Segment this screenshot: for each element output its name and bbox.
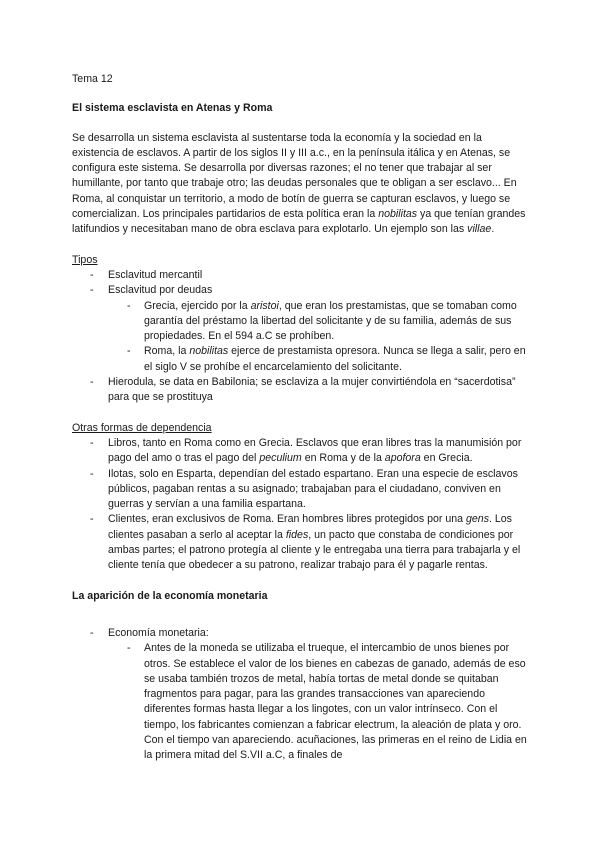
italic-term: gens bbox=[466, 513, 489, 526]
page-title: El sistema esclavista en Atenas y Roma bbox=[72, 102, 273, 115]
otras-heading: Otras formas de dependencia bbox=[72, 421, 212, 434]
sublist bbox=[72, 299, 528, 375]
sublist bbox=[72, 641, 528, 763]
italic-term: nobilitas bbox=[189, 345, 229, 358]
list-item: - Economía monetaria: - Antes de la moneda se utilizaba el trueque, el intercambio de unos bienes por otros. Se establece el valor de los bienes en cabezas de ganado, además de eso se usaba también trozos de metal, había tortas de metal donde se quitaban fragmentos para pagar, para las grandes transacciones van apareciendo diferentes formas hasta llegar a los lingotes, con un valor intrínseco. Con el tiempo, los fabricantes comienzan a fabricar electrum, la aleación de plata y oro. Con el tiempo van apareciendo. acuñaciones, las primeras en el reino de Lidia en la primera mitad del S.VII a.C, a finales de bbox=[72, 626, 528, 764]
italic-term: apofora bbox=[384, 452, 421, 465]
list-item: - Esclavitud por deudas - Grecia, ejercido por la aristoi, que eran los prestamistas, que se tomaban como garantía del préstamo la libertad del solicitante y de su familia, además de sus propiedades. En el 594 a.C se prohíben. - Roma, la nobilitas ejerce de prestamista opresora. Nunca se llega a salir, pero en el siglo V se prohíbe el encarcelamiento del solicitante. bbox=[72, 283, 528, 375]
otras-list bbox=[72, 436, 528, 574]
sublist-item: - Antes de la moneda se utilizaba el trueque, el intercambio de unos bienes por otros. Se establece el valor de los bienes en cabezas de ganado, además de eso se usaba también trozos de metal, había tortas de metal donde se quitaban fragmentos para pagar, para las grandes transacciones van apareciendo diferentes formas hasta llegar a los lingotes, con un valor intrínseco. Con el tiempo, los fabricantes comienzan a fabricar electrum, la aleación de plata y oro. Con el tiempo van apareciendo. acuñaciones, las primeras en el reino de Lidia en la primera mitad del S.VII a.C, a finales de bbox=[108, 641, 528, 763]
tipos-list bbox=[72, 268, 528, 406]
economia-list bbox=[72, 626, 528, 764]
document-page bbox=[72, 72, 528, 764]
list-item: - Clientes, eran exclusivos de Roma. Eran hombres libres protegidos por una gens. Los clientes pasaban a serlo al aceptar la fides, un pacto que constaba de condiciones por ambas partes; el patrono protegía al cliente y le entregaba una tierra para trabajarla y el cliente tenía que obedecer a su patrono, realizar trabajo para él y pagarle rentas. bbox=[72, 512, 528, 573]
italic-term: nobilitas bbox=[378, 208, 418, 221]
intro-paragraph: Se desarrolla un sistema esclavista al sustentarse toda la economía y la sociedad en la existencia de esclavos. A partir de los siglos II y III a.c., en la península itálica y en Atenas, se configura este sistema. Se desarrolla por diversas razones; el no tener que trabajar al ser humillante, por tanto que trabaje otro; las deudas personales que te obligan a ser esclavo... En Roma, al conquistar un territorio, a modo de botín de guerra se capturan esclavos, y luego se comercializan. Los principales partidarios de esta política eran la nobilitas ya que tenían grandes latifundios y necesitaban mano de obra esclava para explotarlo. Un ejemplo son las villae. bbox=[72, 131, 526, 236]
section-title: La aparición de la economía monetaria bbox=[72, 589, 268, 602]
sublist-item: - Grecia, ejercido por la aristoi, que eran los prestamistas, que se tomaban como garantía del préstamo la libertad del solicitante y de su familia, además de sus propiedades. En el 594 a.C se prohíben. bbox=[108, 299, 528, 345]
italic-term: aristoi bbox=[250, 299, 279, 312]
topic-label: Tema 12 bbox=[72, 73, 113, 85]
list-item: - Libros, tanto en Roma como en Grecia. Esclavos que eran libres tras la manumisión por pago del amo o tras el pago del peculium en Roma y de la apofora en Grecia. bbox=[72, 436, 528, 467]
list-item: - Esclavitud mercantil bbox=[72, 268, 528, 283]
tipos-heading: Tipos bbox=[72, 253, 98, 266]
italic-term: fides bbox=[285, 528, 309, 541]
list-item: - Ilotas, solo en Esparta, dependían del estado espartano. Eran una especie de esclavos públicos, pagaban rentas a su asignado; trabajaban para el ciudadano, conviven en guerras y servían a una familia espartana. bbox=[72, 467, 528, 513]
list-item: - Hierodula, se data en Babilonia; se esclaviza a la mujer convirtiéndola en “sacerdotisa” para que se prostituya bbox=[72, 375, 528, 406]
italic-term: peculium bbox=[259, 452, 302, 465]
sublist-item: - Roma, la nobilitas ejerce de prestamista opresora. Nunca se llega a salir, pero en el siglo V se prohíbe el encarcelamiento del solicitante. bbox=[108, 344, 528, 375]
italic-term: villae bbox=[467, 223, 492, 236]
